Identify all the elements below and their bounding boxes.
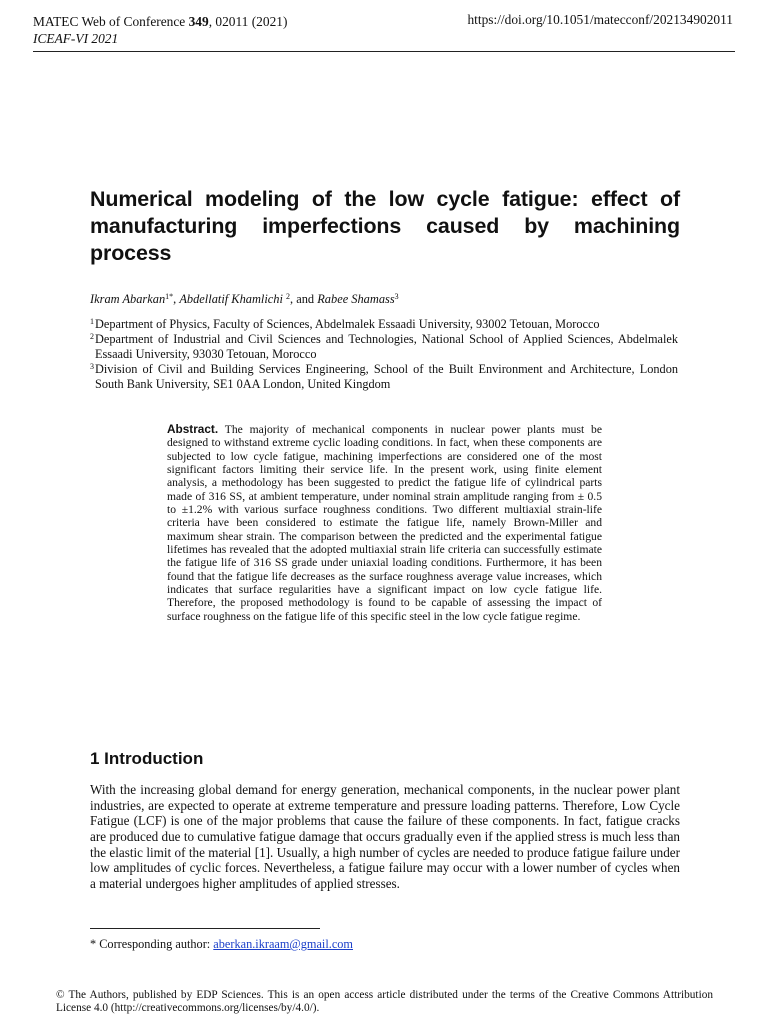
- footnote-label: * Corresponding author:: [90, 937, 214, 951]
- affiliation-item: [90, 317, 678, 332]
- footnote-divider: [90, 928, 320, 929]
- affiliation-item: [90, 332, 678, 362]
- section-heading: 1 Introduction: [90, 749, 204, 768]
- affiliation-text: Department of Physics, Faculty of Sciences, Abdelmalek Essaadi University, 93002 Tetouan, Morocco: [95, 317, 600, 331]
- license-footer: © The Authors, published by EDP Sciences. This is an open access article distributed under the terms of the Creative Commons Attribution License 4.0 (http://creativecommons.org/licenses/by/4.0/).: [56, 989, 713, 1014]
- affiliation-text: Department of Industrial and Civil Sciences and Technologies, National School of Applied Sciences, Abdelmalek Essaadi University, 93030 Tetouan, Morocco: [95, 332, 678, 361]
- paper-title: Numerical modeling of the low cycle fatigue: effect of manufacturing imperfections caused by machining process: [90, 187, 680, 265]
- author-affiliation-mark: 3: [394, 292, 399, 301]
- author-name: Abdellatif Khamlichi: [179, 292, 283, 306]
- footnote: [90, 937, 353, 952]
- author-name: Rabee Shamass: [317, 292, 395, 306]
- journal-volume: 349: [188, 14, 209, 29]
- journal-name: MATEC Web of Conference: [33, 14, 189, 29]
- abstract: [167, 423, 602, 623]
- abstract-label: Abstract.: [167, 422, 219, 436]
- affiliation-text: Division of Civil and Building Services Engineering, School of the Built Environment and Architecture, London South Bank University, SE1 0AA London, United Kingdom: [95, 362, 678, 391]
- conference-name: ICEAF-VI 2021: [33, 31, 119, 46]
- author-affiliation-mark: 1*: [165, 292, 174, 301]
- corresponding-email-link[interactable]: aberkan.ikraam@gmail.com: [213, 937, 353, 951]
- running-header-journal: [33, 12, 287, 31]
- affiliation-number: 2: [90, 332, 94, 341]
- author-name: Ikram Abarkan: [90, 292, 166, 306]
- doi-link[interactable]: https://doi.org/10.1051/matecconf/202134902011: [467, 12, 733, 27]
- author-conjunction: , and: [290, 292, 318, 306]
- article-number: , 02011 (2021): [208, 14, 288, 29]
- abstract-text: The majority of mechanical components in nuclear power plants must be designed to withstand extreme cyclic loading conditions. In fact, when these components are subjected to low cycle fatigue, machining imperfections are considered one of the most significant factors limiting their service life. In the present work, using finite element analysis, a methodology has been suggested to predict the fatigue life of cylindrical parts made of 316 SS, at ambient temperature, under nominal strain amplitude ranging from ± 0.5 to ±1.2% with various surface roughness conditions. Two different multiaxial strain-life criteria have been considered to estimate the fatigue life, namely Brown-Miller and maximum shear strain. The comparison between the predicted and the experimental fatigue lifetimes has revealed that the adopted multiaxial strain life criteria can successfully estimate the fatigue life of 316 SS grade under uniaxial loading conditions. Furthermore, it has been found that the fatigue life decreases as the surface roughness average value increases, which indicates that surface regularities have a significant impact on low cycle fatigue life. Therefore, the proposed methodology is found to be capable of assessing the impact of surface roughness on the fatigue life of this specific steel in the low cycle fatigue regime.: [167, 423, 602, 623]
- author-affiliation-mark: 2: [286, 292, 291, 301]
- affiliation-number: 3: [90, 362, 94, 371]
- affiliation-list: [90, 317, 678, 392]
- introduction-paragraph: With the increasing global demand for energy generation, mechanical components, in the nuclear power plant industries, are expected to operate at extreme temperature and pressure loading patterns. Therefore, Low Cycle Fatigue (LCF) is one of the major problems that cause the failure of these components. In fact, fatigue cracks are produced due to cumulative fatigue damage that occurs gradually even if the applied stress is much less than the elastic limit of the material [1]. Usually, a high number of cycles are needed to produce fatigue failure under low amplitudes of cyclic forces. Nevertheless, a fatigue failure may occur with a lower number of cycles when a material undergoes higher amplitudes of applied stresses.: [90, 782, 680, 891]
- affiliation-number: 1: [90, 317, 94, 326]
- affiliation-item: [90, 362, 678, 392]
- header-divider: [33, 51, 735, 52]
- author-list: Ikram Abarkan$^{1*}$, Abdellatif Khamlichi $^2$, and Rabee Shamass$^3$: [90, 292, 399, 306]
